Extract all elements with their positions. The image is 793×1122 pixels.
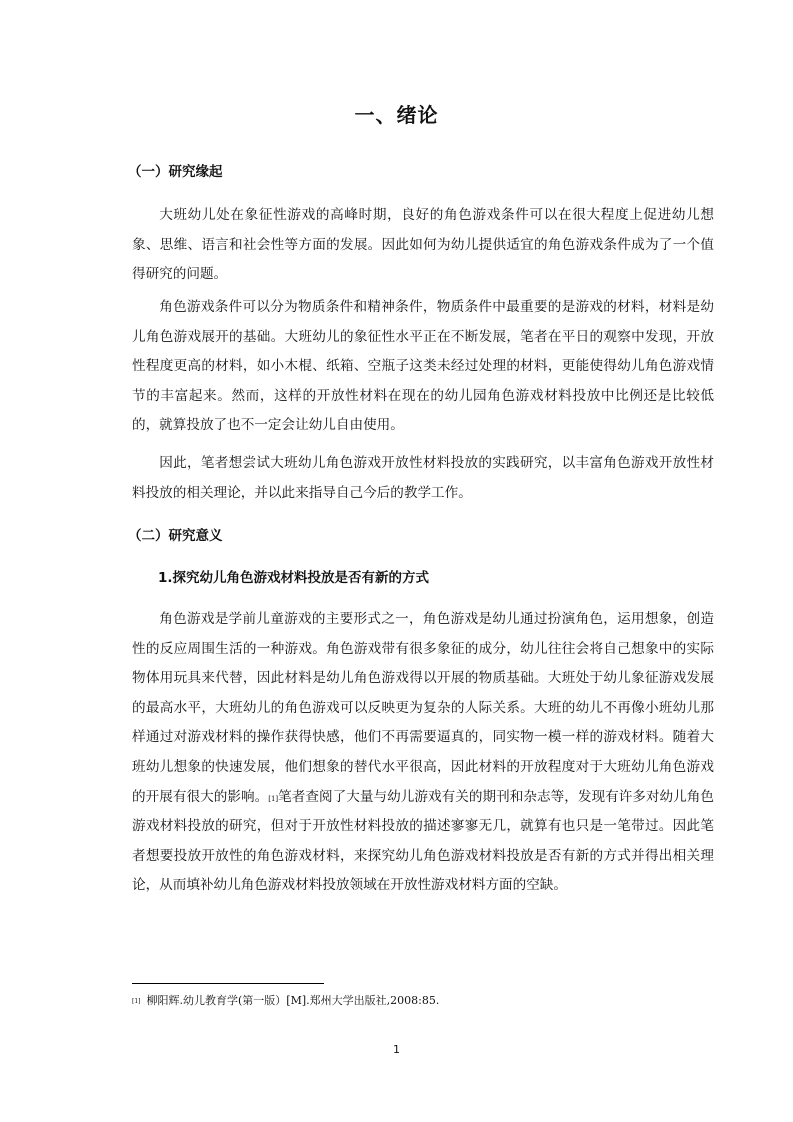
footnote-mark: [1] xyxy=(132,998,141,1005)
paragraph-text-before-ref: 角色游戏是学前儿童游戏的主要形式之一，角色游戏是幼儿通过扮演角色，运用想象，创造性的反应周围生活的一种游戏。角色游戏带有很多象征的成分，幼儿往往会将自己想象中的实际物体用玩具来代替，因此材料是幼儿角色游戏得以开展的物质基础。大班处于幼儿象征游戏发展的最高水平，大班幼儿的角色游戏可以反映更为复杂的人际关系。大班的幼儿不再像小班幼儿那样通过对游戏材料的操作获得快感，他们不再需要逼真的，同实物一模一样的游戏材料。随着大班幼儿想象的快速发展，他们想象的替代水平很高，因此材料的开放程度对于大班幼儿角色游戏的开展有很大的影响。 xyxy=(132,611,714,805)
page-number: 1 xyxy=(393,1043,400,1056)
footnote-separator xyxy=(132,983,324,984)
paragraph-significance-1 xyxy=(132,605,714,901)
footnote-text: 柳阳辉.幼儿教育学(第一版）[M].郑州大学出版社,2008:85. xyxy=(146,994,440,1007)
paragraph-origin-2: 角色游戏条件可以分为物质条件和精神条件，物质条件中最重要的是游戏的材料，材料是幼儿角色游戏展开的基础。大班幼儿的象征性水平正在不断发展，笔者在平日的观察中发现，开放性程度更高的材料，如小木棍、纸箱、空瓶子这类未经过处理的材料，更能使得幼儿角色游戏情节的丰富起来。然而，这样的开放性材料在现在的幼儿园角色游戏材料投放中比例还是比较低的，就算投放了也不一定会让幼儿自由使用。 xyxy=(132,299,714,434)
section-heading-origin: （一）研究缘起 xyxy=(128,164,223,180)
footnote xyxy=(132,992,439,1010)
section-heading-significance: （二）研究意义 xyxy=(128,528,223,544)
paragraph-origin-1: 大班幼儿处在象征性游戏的高峰时期，良好的角色游戏条件可以在很大程度上促进幼儿想象、思维、语言和社会性等方面的发展。因此如何为幼儿提供适宜的角色游戏条件成为了一个值得研究的问题。 xyxy=(132,207,714,283)
subsection-heading-1: 1.探究幼儿角色游戏材料投放是否有新的方式 xyxy=(158,570,430,586)
footnote-reference-mark[interactable]: [1] xyxy=(268,794,279,803)
chapter-title: 一、绪论 xyxy=(354,103,439,127)
paragraph-text-after-ref: 笔者查阅了大量与幼儿游戏有关的期刊和杂志等，发现有许多对幼儿角色游戏材料投放的研究，但对于开放性材料投放的描述寥寥无几，就算有也只是一笔带过。因此笔者想要投放开放性的角色游戏材料，来探究幼儿角色游戏材料投放是否有新的方式并得出相关理论，从而填补幼儿角色游戏材料投放领域在开放性游戏材料方面的空缺。 xyxy=(132,788,715,894)
paragraph-origin-3: 因此，笔者想尝试大班幼儿角色游戏开放性材料投放的实践研究，以丰富角色游戏开放性材料投放的相关理论，并以此来指导自己今后的教学工作。 xyxy=(132,455,714,501)
